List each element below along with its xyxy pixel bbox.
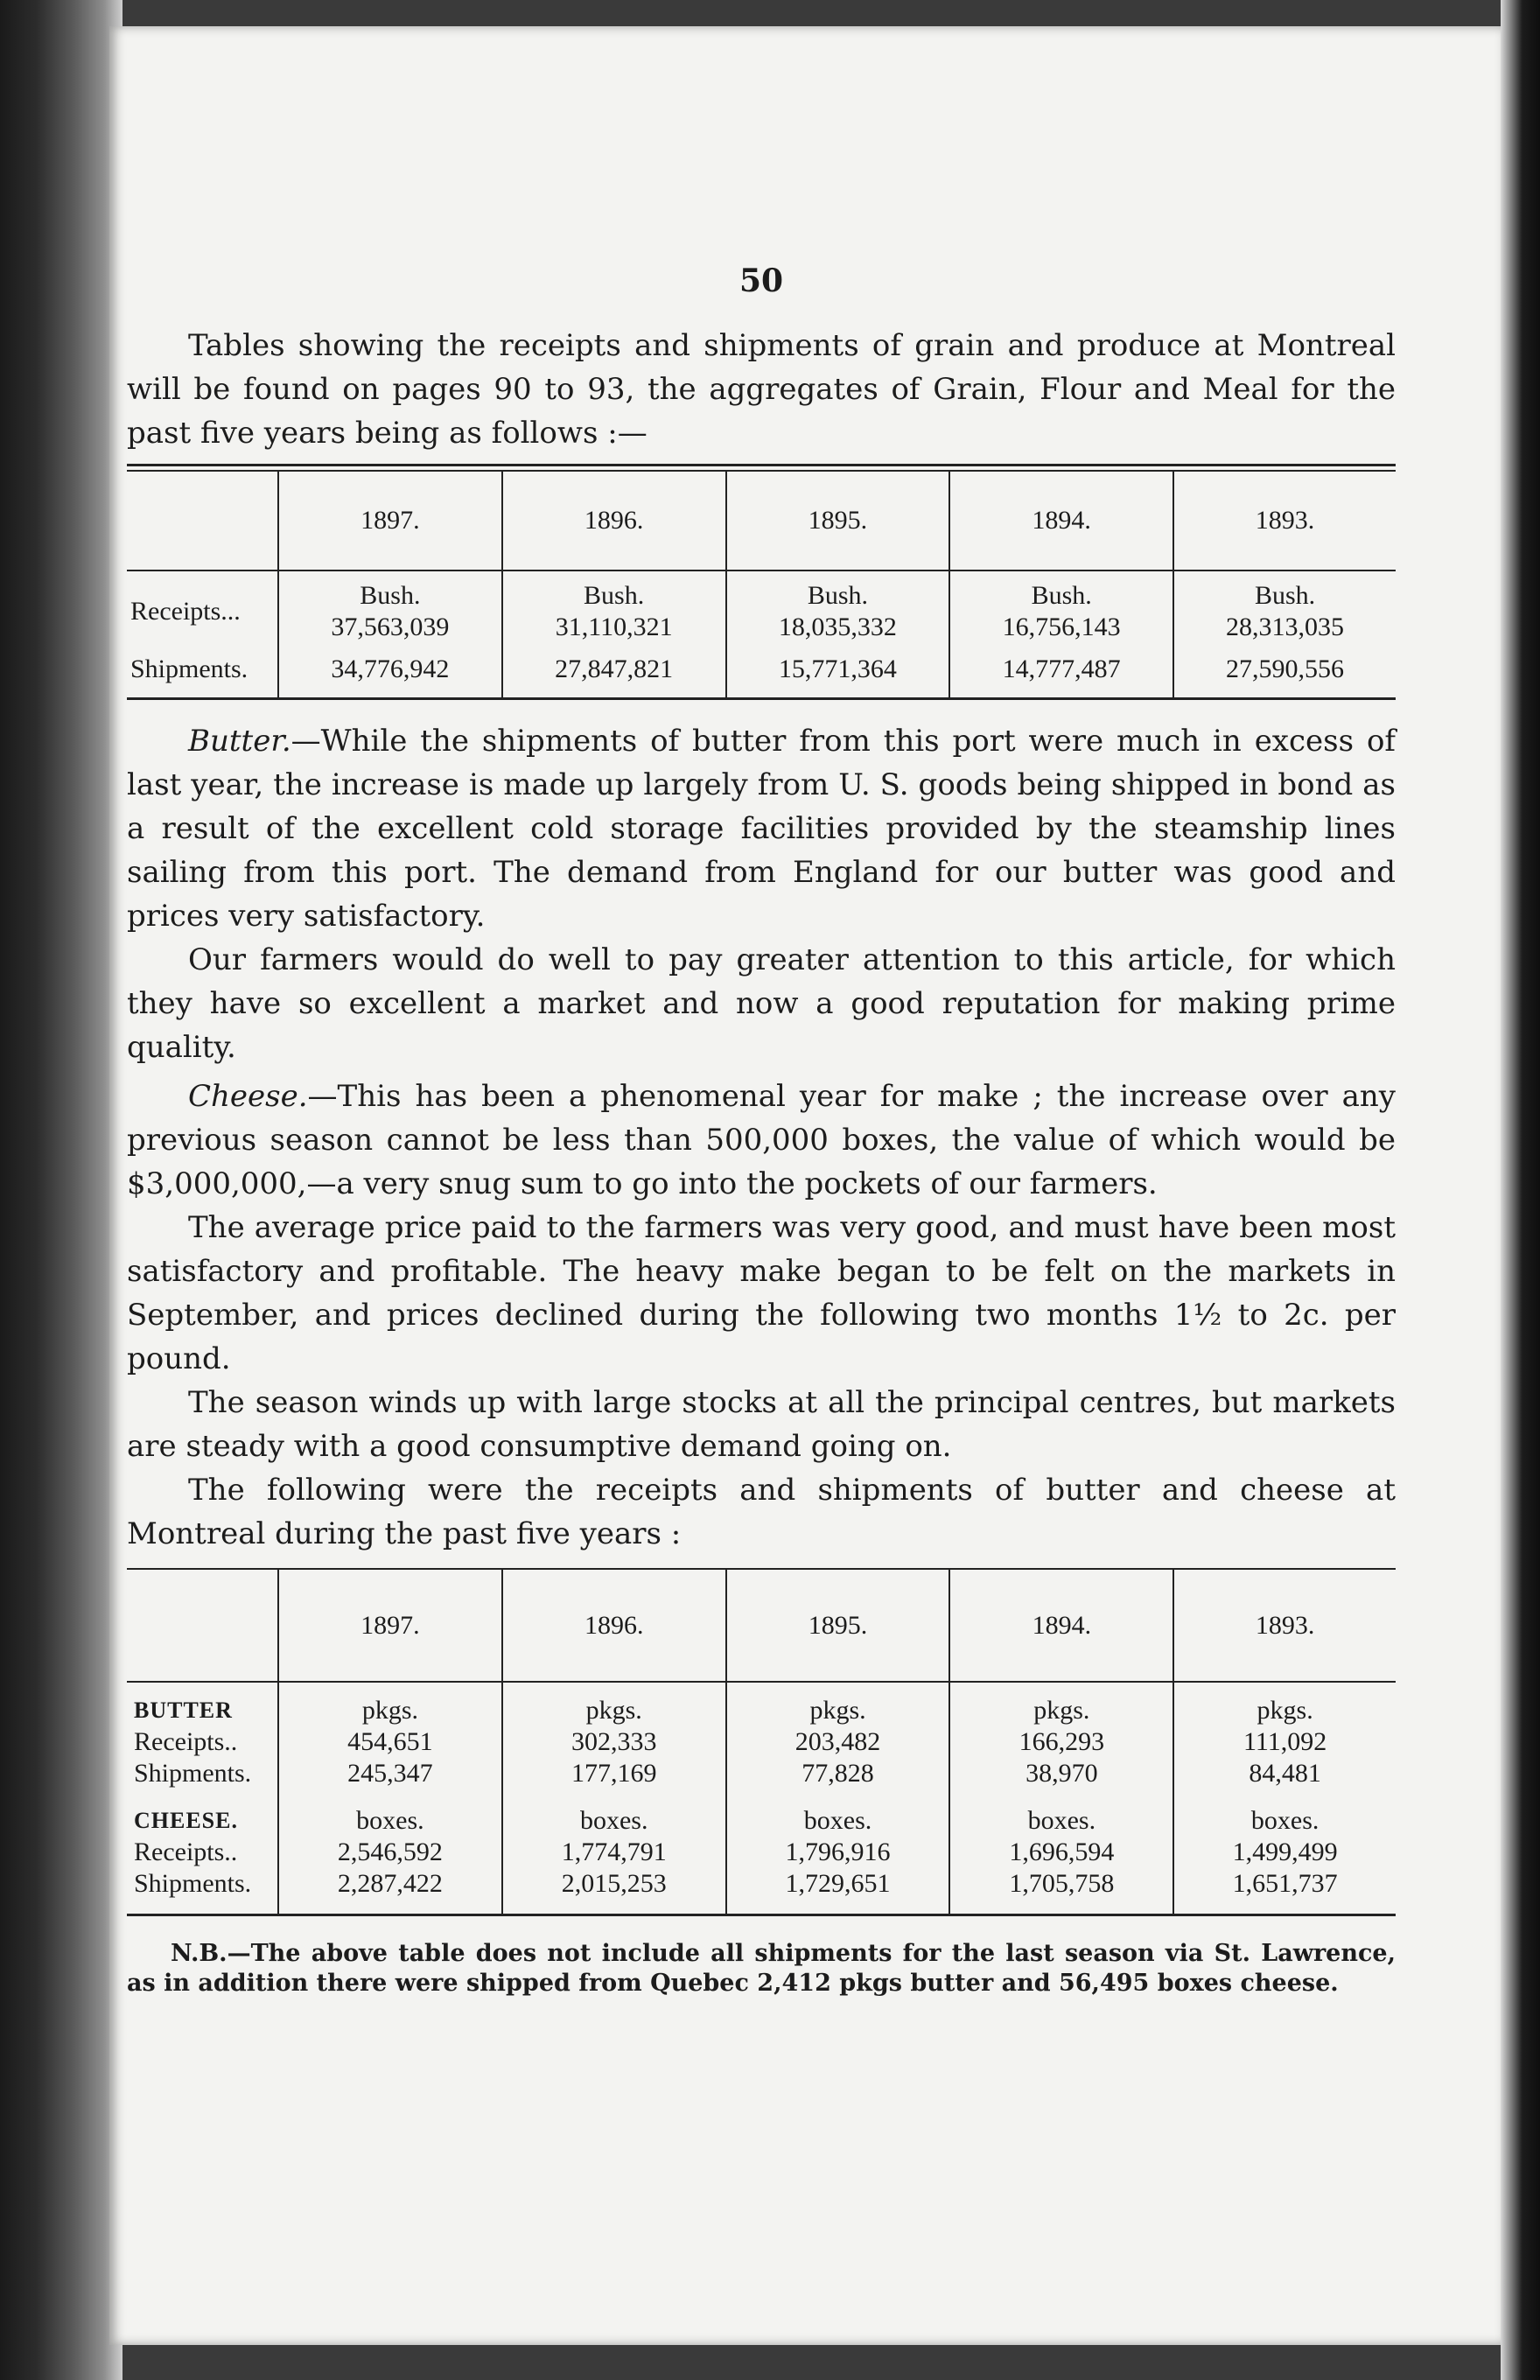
grain-year-header: 1894. <box>949 472 1173 570</box>
grain-year-header: 1896. <box>502 472 726 570</box>
butter-receipts: 203,482 <box>794 1727 881 1756</box>
grain-value: 27,590,556 <box>1173 648 1396 699</box>
grain-table <box>127 472 1396 700</box>
butter-shipments: 84,481 <box>1249 1759 1321 1788</box>
grain-value: 18,035,332 <box>778 612 897 641</box>
cheese-shipments: 2,287,422 <box>337 1869 443 1898</box>
cheese-paragraph-4: The following were the receipts and shipments of butter and cheese at Montreal during the past five years : <box>127 1473 1396 1551</box>
unit-label: Bush. <box>1031 581 1092 610</box>
cheese-receipts: 1,499,499 <box>1232 1838 1338 1866</box>
unit-label: boxes. <box>579 1806 648 1835</box>
cheese-shipments: 1,729,651 <box>785 1869 891 1898</box>
page-number: 50 <box>738 262 784 299</box>
butter-heading: Butter. <box>188 724 291 759</box>
butter-receipts: 111,092 <box>1242 1727 1327 1756</box>
butter-labels <box>127 1682 278 1789</box>
grain-row-label: Receipts... <box>127 570 278 648</box>
cheese-cell <box>502 1789 726 1915</box>
butter-label: BUTTER <box>134 1698 233 1723</box>
grain-value: 34,776,942 <box>278 648 502 699</box>
unit-label: Bush. <box>360 581 421 610</box>
unit-label: boxes. <box>1250 1806 1320 1835</box>
grain-year-header: 1895. <box>726 472 950 570</box>
produce-table <box>127 1570 1396 1916</box>
shipments-label: Shipments. <box>134 1869 252 1898</box>
grain-cell <box>502 570 726 648</box>
butter-shipments: 77,828 <box>802 1759 874 1788</box>
cheese-cell <box>949 1789 1173 1915</box>
book-spine <box>0 0 122 2380</box>
page-content <box>127 262 1396 1998</box>
unit-label: pkgs. <box>361 1696 418 1725</box>
cheese-receipts: 2,546,592 <box>337 1838 443 1866</box>
butter-cell <box>502 1682 726 1789</box>
grain-cell <box>278 570 502 648</box>
cheese-label: CHEESE. <box>134 1808 238 1833</box>
cheese-receipts: 1,696,594 <box>1009 1838 1115 1866</box>
grain-value: 28,313,035 <box>1226 612 1345 641</box>
grain-row-label: Shipments. <box>127 648 278 699</box>
unit-label: pkgs. <box>585 1696 642 1725</box>
butter-receipts: 454,651 <box>347 1727 433 1756</box>
cheese-cell <box>278 1789 502 1915</box>
grain-value: 31,110,321 <box>555 612 673 641</box>
grain-cell <box>726 570 950 648</box>
grain-year-header: 1897. <box>278 472 502 570</box>
unit-label: boxes. <box>803 1806 872 1835</box>
unit-label: pkgs. <box>809 1696 866 1725</box>
butter-paragraph-2: Our farmers would do well to pay greater attention to this article, for which they have so excellent a market and now a good reputation for making prime quality. <box>127 942 1396 1065</box>
butter-shipments: 177,169 <box>570 1759 657 1788</box>
grain-value: 16,756,143 <box>1002 612 1121 641</box>
butter-paragraph-1 <box>127 719 1396 938</box>
unit-label: boxes. <box>1027 1806 1096 1835</box>
produce-year-header: 1897. <box>278 1570 502 1682</box>
cheese-paragraph-1 <box>127 1074 1396 1206</box>
footnote: N.B.—The above table does not include all shipments for the last season via St. Lawrence, as in addition there were shipped from Quebec 2,412 pkgs butter and 56,495 boxes cheese. <box>127 1940 1396 1997</box>
receipts-label: Receipts.. <box>134 1838 238 1866</box>
butter-cell <box>949 1682 1173 1789</box>
grain-value: 27,847,821 <box>502 648 726 699</box>
cheese-receipts: 1,796,916 <box>785 1838 891 1866</box>
cheese-paragraph-2: The average price paid to the farmers was very good, and must have been most satisfactory and profitable. The heavy make began to be felt on the markets in September, and prices declined during the following two months 1½ to 2c. per pound. <box>127 1210 1396 1376</box>
butter-shipments: 245,347 <box>347 1759 433 1788</box>
grain-value: 15,771,364 <box>726 648 950 699</box>
produce-year-header: 1896. <box>502 1570 726 1682</box>
receipts-label: Receipts.. <box>134 1727 238 1756</box>
butter-text: —While the shipments of butter from this port were much in excess of last year, the increase is made up largely from U. S. goods being shipped in bond as a result of the excellent cold storage facilities provided by the steamship lines sailing from this port. The demand from England for our butter was good and prices very satisfactory. <box>127 724 1396 934</box>
butter-shipments: 38,970 <box>1026 1759 1098 1788</box>
unit-label: Bush. <box>807 581 868 610</box>
grain-value: 14,777,487 <box>949 648 1173 699</box>
butter-cell <box>726 1682 950 1789</box>
unit-label: Bush. <box>1254 581 1316 610</box>
produce-year-header: 1894. <box>949 1570 1173 1682</box>
unit-label: pkgs. <box>1033 1696 1090 1725</box>
grain-year-header: 1893. <box>1173 472 1396 570</box>
table-top-rule <box>127 464 1396 472</box>
cheese-heading: Cheese. <box>188 1079 308 1114</box>
cheese-cell <box>726 1789 950 1915</box>
butter-receipts: 166,293 <box>1018 1727 1105 1756</box>
grain-cell <box>949 570 1173 648</box>
page-edge <box>1501 0 1540 2380</box>
cheese-paragraph-3: The season winds up with large stocks at all the principal centres, but markets are steady with a good consumptive demand going on. <box>127 1385 1396 1464</box>
cheese-cell <box>1173 1789 1396 1915</box>
grain-value: 37,563,039 <box>331 612 450 641</box>
butter-cell <box>1173 1682 1396 1789</box>
butter-receipts: 302,333 <box>570 1727 657 1756</box>
grain-cell <box>1173 570 1396 648</box>
intro-paragraph: Tables showing the receipts and shipments of grain and produce at Montreal will be found on pages 90 to 93, the aggregates of Grain, Flour and Meal for the past five years being as follows :— <box>127 328 1396 451</box>
produce-year-header: 1895. <box>726 1570 950 1682</box>
cheese-shipments: 1,705,758 <box>1009 1869 1115 1898</box>
shipments-label: Shipments. <box>134 1759 252 1788</box>
produce-year-header: 1893. <box>1173 1570 1396 1682</box>
cheese-shipments: 1,651,737 <box>1232 1869 1338 1898</box>
cheese-shipments: 2,015,253 <box>561 1869 667 1898</box>
unit-label: pkgs. <box>1256 1696 1313 1725</box>
cheese-receipts: 1,774,791 <box>561 1838 667 1866</box>
cheese-labels <box>127 1789 278 1915</box>
unit-label: boxes. <box>356 1806 424 1835</box>
butter-cell <box>278 1682 502 1789</box>
cheese-text: —This has been a phenomenal year for make ; the increase over any previous season cannot be less than 500,000 boxes, the value of which would be $3,000,000,—a very snug sum to go into the pockets of our farmers. <box>127 1079 1396 1201</box>
unit-label: Bush. <box>584 581 645 610</box>
